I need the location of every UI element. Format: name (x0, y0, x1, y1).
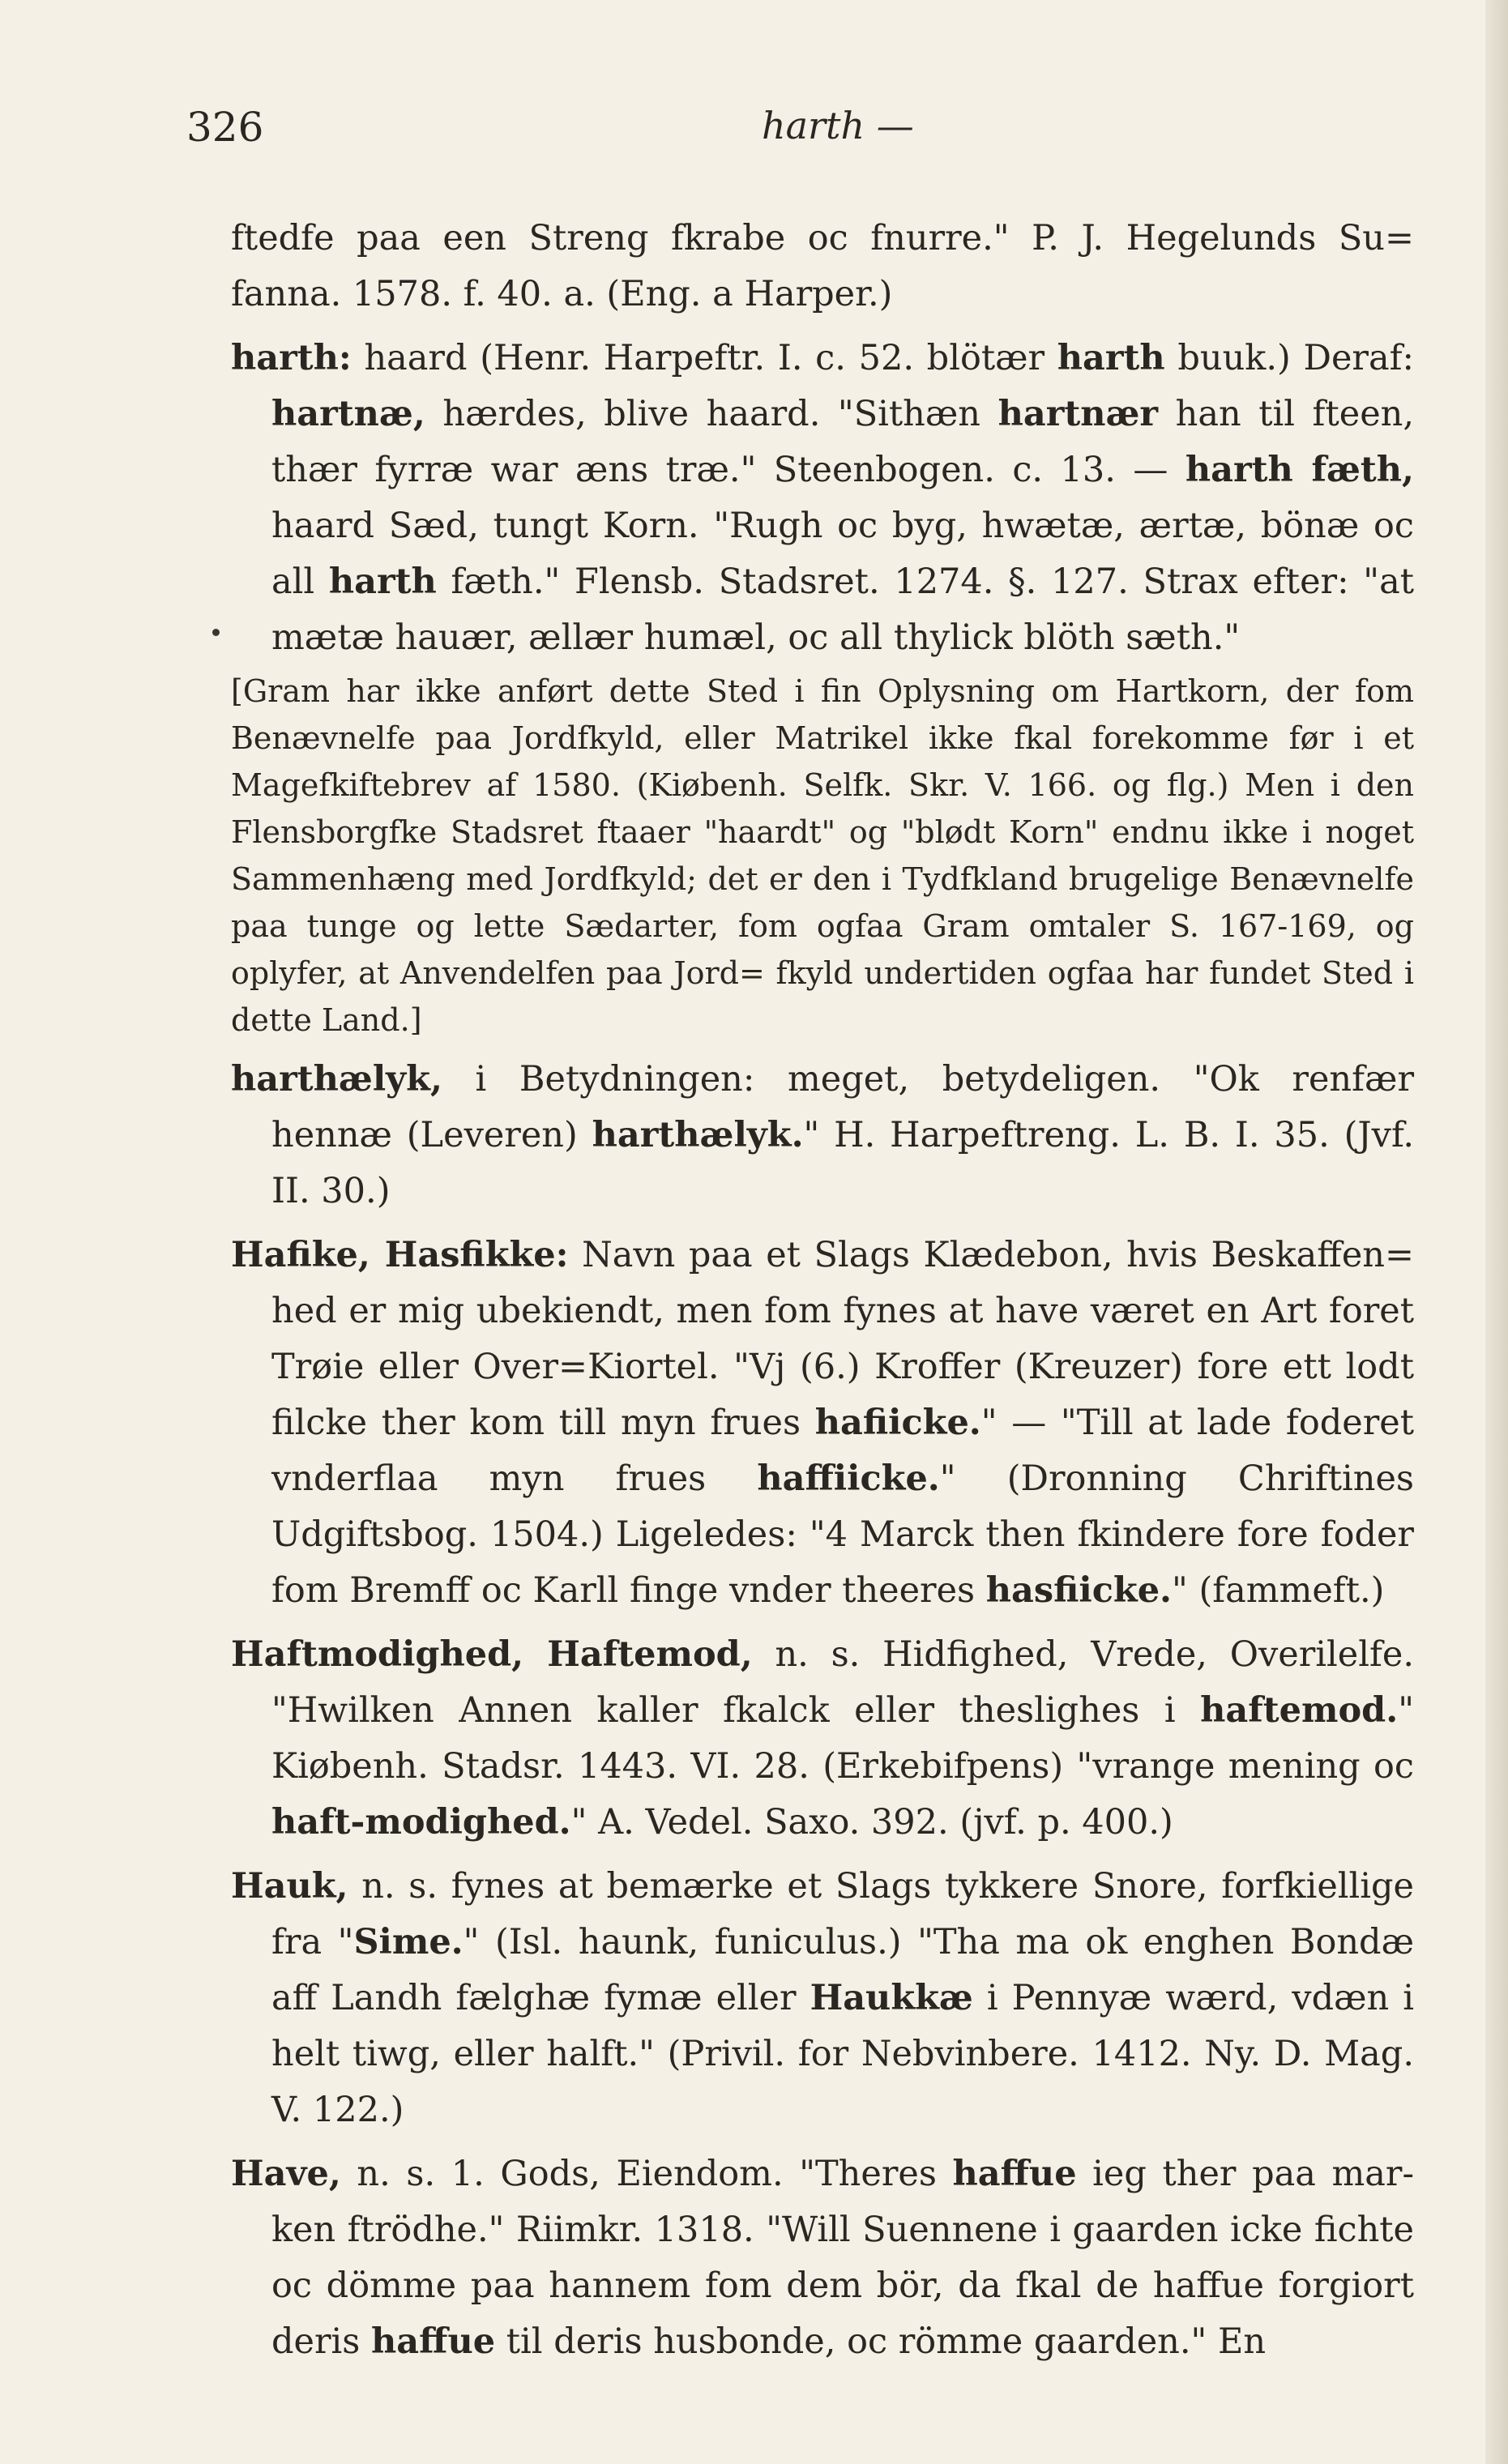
entry-text: n. s. Hidfighed, Vrede, Overilelfe. "Hwilken Annen kaller fkalck eller theslighes i (271, 1634, 1414, 1731)
headword: Have, (231, 2154, 341, 2194)
entry-text: n. s. 1. Gods, Eiendom. "Theres (340, 2154, 953, 2194)
headword: hasfiicke. (985, 1570, 1173, 1611)
entry-text: " — "Till at lade foderet vnderflaa myn frues (271, 1403, 1414, 1499)
headword: harth (328, 562, 437, 602)
entry-text: ftedfe paa een Streng fkrabe oc fnurre." P. J. Hegelunds Su= fanna. 1578. f. 40. a. (Eng. a Harper.) (231, 218, 1414, 314)
headword: hartnær (998, 394, 1159, 434)
headword: haffiicke. (757, 1458, 940, 1499)
entry-text: " (Dronning Chriftines Udgiftsbog. 1504.) Ligeledes: "4 Marck then fkindere fore foder fom Bremff oc Karll finge vnder theeres (271, 1458, 1414, 1611)
entry-text: [Gram har ikke anført dette Sted i fin Oplysning om Hartkorn, der fom Benævnelfe paa Jordfkyld, eller Matrikel ikke fkal forekomme før i et Magefkiftebrev af 1580. (Kiøbenh. Selfk. Skr. V. 166. og flg.) Men i den Flensborgfke Stadsret ftaaer "haardt" og "blødt Korn" endnu ikke i noget Sammenhæng med Jordfkyld; det er den i Tydfkland brugelige Benævnelfe paa tunge og lette Sædarter, fom ogfaa Gram omtaler S. 167-169, og oplyfer, at Anvendelfen paa Jord= fkyld undertiden ogfaa har fundet Sted i dette Land.] (231, 673, 1414, 1038)
headword: harth fæth, (1185, 450, 1414, 490)
entry-have (231, 2146, 1414, 2370)
entry-harthaelyk (231, 1052, 1414, 1219)
margin-mark (212, 629, 220, 636)
headword: haft-modighed. (271, 1802, 571, 1843)
entry-harth (231, 331, 1414, 666)
headword: Haftmodighed, Haftemod, (231, 1634, 753, 1675)
entry-text: " (Isl. haunk, funiculus.) "Tha ma ok enghen Bondæ aff Landh fælghæ fymæ eller (271, 1922, 1414, 2018)
headword: hartnæ, (271, 394, 425, 434)
entry-text: i Betydningen: meget, betydeligen. "Ok renfær hennæ (Leveren) (271, 1059, 1414, 1155)
headword: Haukkæ (810, 1978, 973, 2018)
headword: harthælyk. (592, 1115, 804, 1155)
entry-text: " H. Harpeftreng. L. B. I. 35. (Jvf. II. 30.) (271, 1115, 1414, 1211)
continuation-paragraph (231, 211, 1414, 322)
entry-text: ieg ther paa mar-ken ftrödhe." Riimkr. 1318. "Will Suennene i gaarden icke fichte oc dömme paa hannem fom dem bör, da fkal de haffue forgiort deris (271, 2154, 1414, 2362)
page-number: 326 (186, 104, 264, 151)
headword: haffue (371, 2321, 496, 2362)
entry-text: " A. Vedel. Saxo. 392. (jvf. p. 400.) (570, 1802, 1173, 1843)
headword: haffue (952, 2154, 1077, 2194)
entry-text: haard Sæd, tungt Korn. "Rugh oc byg, hwætæ, ærtæ, bönæ oc all (271, 506, 1414, 602)
entry-text: til deris husbonde, oc römme gaarden." En (495, 2321, 1267, 2362)
entry-haftmodighed (231, 1627, 1414, 1851)
page-header (186, 97, 1411, 162)
headword: harth: (231, 338, 352, 378)
entry-hafike (231, 1228, 1414, 1619)
entry-text: buuk.) Deraf: (1164, 338, 1414, 378)
editor-note (231, 668, 1414, 1044)
entry-hauk (231, 1859, 1414, 2138)
dictionary-body (231, 211, 1414, 2370)
running-head: harth — (762, 104, 914, 147)
entry-text: n. s. fynes at bemærke et Slags tykkere Snore, forfkiellige fra " (271, 1866, 1414, 1962)
entry-text: " (fammeft.) (1172, 1570, 1385, 1611)
entry-text: hærdes, blive haard. "Sithæn (425, 394, 998, 434)
entry-text: haard (Henr. Harpeftr. I. c. 52. blötær (351, 338, 1057, 378)
headword: harth (1057, 338, 1165, 378)
headword: Hafike, Hasfikke: (231, 1235, 569, 1275)
headword: Hauk, (231, 1866, 348, 1907)
headword: haftemod. (1200, 1690, 1399, 1731)
entry-text: han til fteen, thær fyrræ war æns træ." Steenbogen. c. 13. — (271, 394, 1415, 490)
headword: Sime. (353, 1922, 464, 1962)
entry-text: Navn paa et Slags Klædebon, hvis Beskaffen= hed er mig ubekiendt, men fom fynes at have været en Art foret Trøie eller Over=Kiortel. "Vj (6.) Kroffer (Kreuzer) fore ett lodt filcke ther kom till myn frues (271, 1235, 1415, 1443)
entry-text: i Pennyæ wærd, vdæn i helt tiwg, eller halft." (Privil. for Nebvinbere. 1412. Ny. D. Mag. V. 122.) (271, 1978, 1414, 2130)
entry-text: fæth." Flensb. Stadsret. 1274. §. 127. Strax efter: "at mætæ hauær, ællær humæl, oc all thylick blöth sæth." (271, 562, 1414, 658)
entry-text: " Kiøbenh. Stadsr. 1443. VI. 28. (Erkebifpens) "vrange mening oc (271, 1690, 1414, 1787)
headword: hafiicke. (814, 1403, 981, 1443)
headword: harthælyk, (231, 1059, 442, 1100)
page-edge (1485, 0, 1508, 2464)
